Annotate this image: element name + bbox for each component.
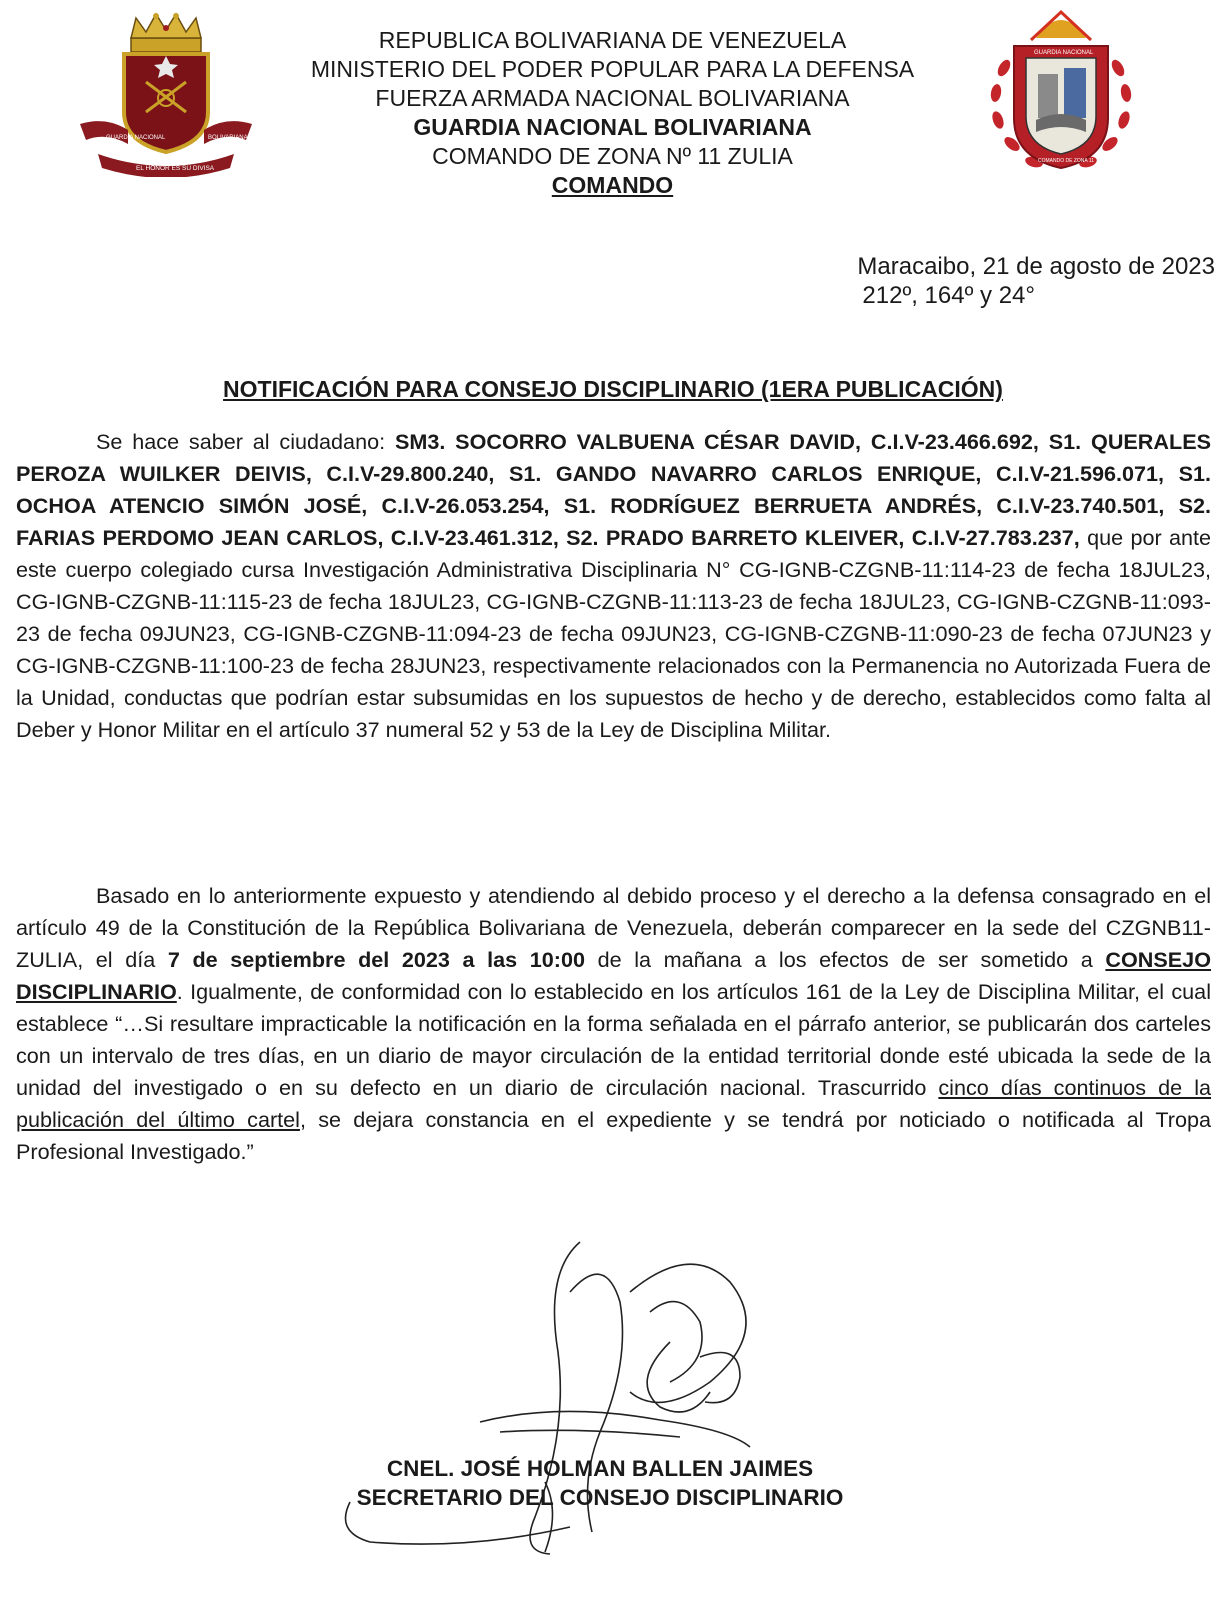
header-zone-command: COMANDO DE ZONA Nº 11 ZULIA	[432, 143, 793, 169]
svg-text:GUARDIA NACIONAL: GUARDIA NACIONAL	[106, 135, 166, 141]
place-date: Maracaibo, 21 de agosto de 2023	[857, 253, 1215, 280]
p2-consejo: CONSEJO DISCIPLINARIO	[16, 947, 1211, 1004]
signer-role: SECRETARIO DEL CONSEJO DISCIPLINARIO	[356, 1485, 844, 1510]
notice-paragraph-2	[16, 880, 1211, 1168]
p1-intro: Se hace saber al ciudadano:	[96, 429, 395, 454]
signer-name: CNEL. JOSÉ HOLMAN BALLEN JAIMES	[386, 1456, 814, 1481]
svg-text:GUARDIA NACIONAL: GUARDIA NACIONAL	[1034, 50, 1094, 56]
header-guard: GUARDIA NACIONAL BOLIVARIANA	[413, 114, 812, 140]
p1-names: SM3. SOCORRO VALBUENA CÉSAR DAVID, C.I.V-23.466.692, S1. QUERALES PEROZA WUILKER DEIVIS, C.I.V-29.800.240, S1. GANDO NAVARRO CARLOS ENRIQUE, C.I.V-21.596.071, S1. OCHOA ATENCIO SIMÓN JOSÉ, C.I.V-26.053.254, S1. RODRÍGUEZ BERRUETA ANDRÉS, C.I.V-23.740.501, S2. FARIAS PERDOMO JEAN CARLOS, C.I.V-23.461.312, S2. PRADO BARRETO KLEIVER, C.I.V-27.783.237,	[16, 429, 1211, 550]
p2-part1: Basado en lo anteriormente expuesto y atendiendo al debido proceso y el derecho a la defensa consagrado en el artículo 49 de la Constitución de la República Bolivariana de Venezuela, deberán comparecer en la sede del CZGNB11-ZULIA, el día	[16, 883, 1211, 972]
document-title: NOTIFICACIÓN PARA CONSEJO DISCIPLINARIO (1ERA PUBLICACIÓN)	[223, 376, 1003, 402]
p2-part2: de la mañana a los efectos de ser sometido a	[585, 947, 1106, 972]
header-republic: REPUBLICA BOLIVARIANA DE VENEZUELA	[378, 27, 847, 53]
svg-text:EL HONOR ES SU DIVISA: EL HONOR ES SU DIVISA	[136, 165, 215, 172]
crown-icon	[131, 13, 201, 52]
signer-block	[220, 1454, 980, 1512]
header-armed-forces: FUERZA ARMADA NACIONAL BOLIVARIANA	[375, 85, 850, 111]
sun-icon	[1031, 12, 1091, 40]
svg-text:COMANDO DE ZONA 11: COMANDO DE ZONA 11	[1038, 158, 1095, 164]
historical-years: 212º, 164º y 24°	[862, 282, 1035, 309]
p2-underlined: cinco días continuos de la publicación del último cartel	[16, 1075, 1211, 1132]
header-command: COMANDO	[551, 172, 674, 198]
handwritten-signature	[330, 1232, 770, 1562]
svg-text:BOLIVARIANA: BOLIVARIANA	[208, 135, 248, 141]
p2-hearing-date: 7 de septiembre del 2023 a las 10:00	[167, 947, 585, 972]
header-ministry: MINISTERIO DEL PODER POPULAR PARA LA DEFENSA	[310, 56, 915, 82]
p2-part4: , se dejara constancia en el expediente y se tendrá por noticiado o notificada al Tropa Profesional Investigado.”	[16, 1107, 1211, 1164]
guardia-nacional-crest-logo	[76, 12, 256, 177]
letterhead	[240, 26, 985, 200]
date-block	[755, 252, 1215, 310]
zona-11-emblem-logo	[986, 8, 1136, 180]
p1-body: que por ante este cuerpo colegiado cursa Investigación Administrativa Disciplinaria N° CG-IGNB-CZGNB-11:114-23 de fecha 18JUL23, CG-IGNB-CZGNB-11:115-23 de fecha 18JUL23, CG-IGNB-CZGNB-11:113-23 de fecha 18JUL23, CG-IGNB-CZGNB-11:093-23 de fecha 09JUN23, CG-IGNB-CZGNB-11:094-23 de fecha 09JUN23, CG-IGNB-CZGNB-11:090-23 de fecha 07JUN23 y CG-IGNB-CZGNB-11:100-23 de fecha 28JUN23, respectivamente relacionados con la Permanencia no Autorizada Fuera de la Unidad, conductas que podrían estar subsumidas en los supuestos de hecho y de derecho, establecidos como falta al Deber y Honor Militar en el artículo 37 numeral 52 y 53 de la Ley de Disciplina Militar.	[16, 525, 1211, 742]
p2-part3: . Igualmente, de conformidad con lo establecido en los artículos 161 de la Ley de Disciplina Militar, el cual establece “…Si resultare impracticable la notificación en la forma señalada en el párrafo anterior, se publicarán dos carteles con un intervalo de tres días, en un diario de mayor circulación de la entidad territorial donde esté ubicada la sede de la unidad del investigado o en su defecto en un diario de circulación nacional. Trascurrido	[16, 979, 1211, 1100]
notice-paragraph-1	[16, 426, 1211, 746]
